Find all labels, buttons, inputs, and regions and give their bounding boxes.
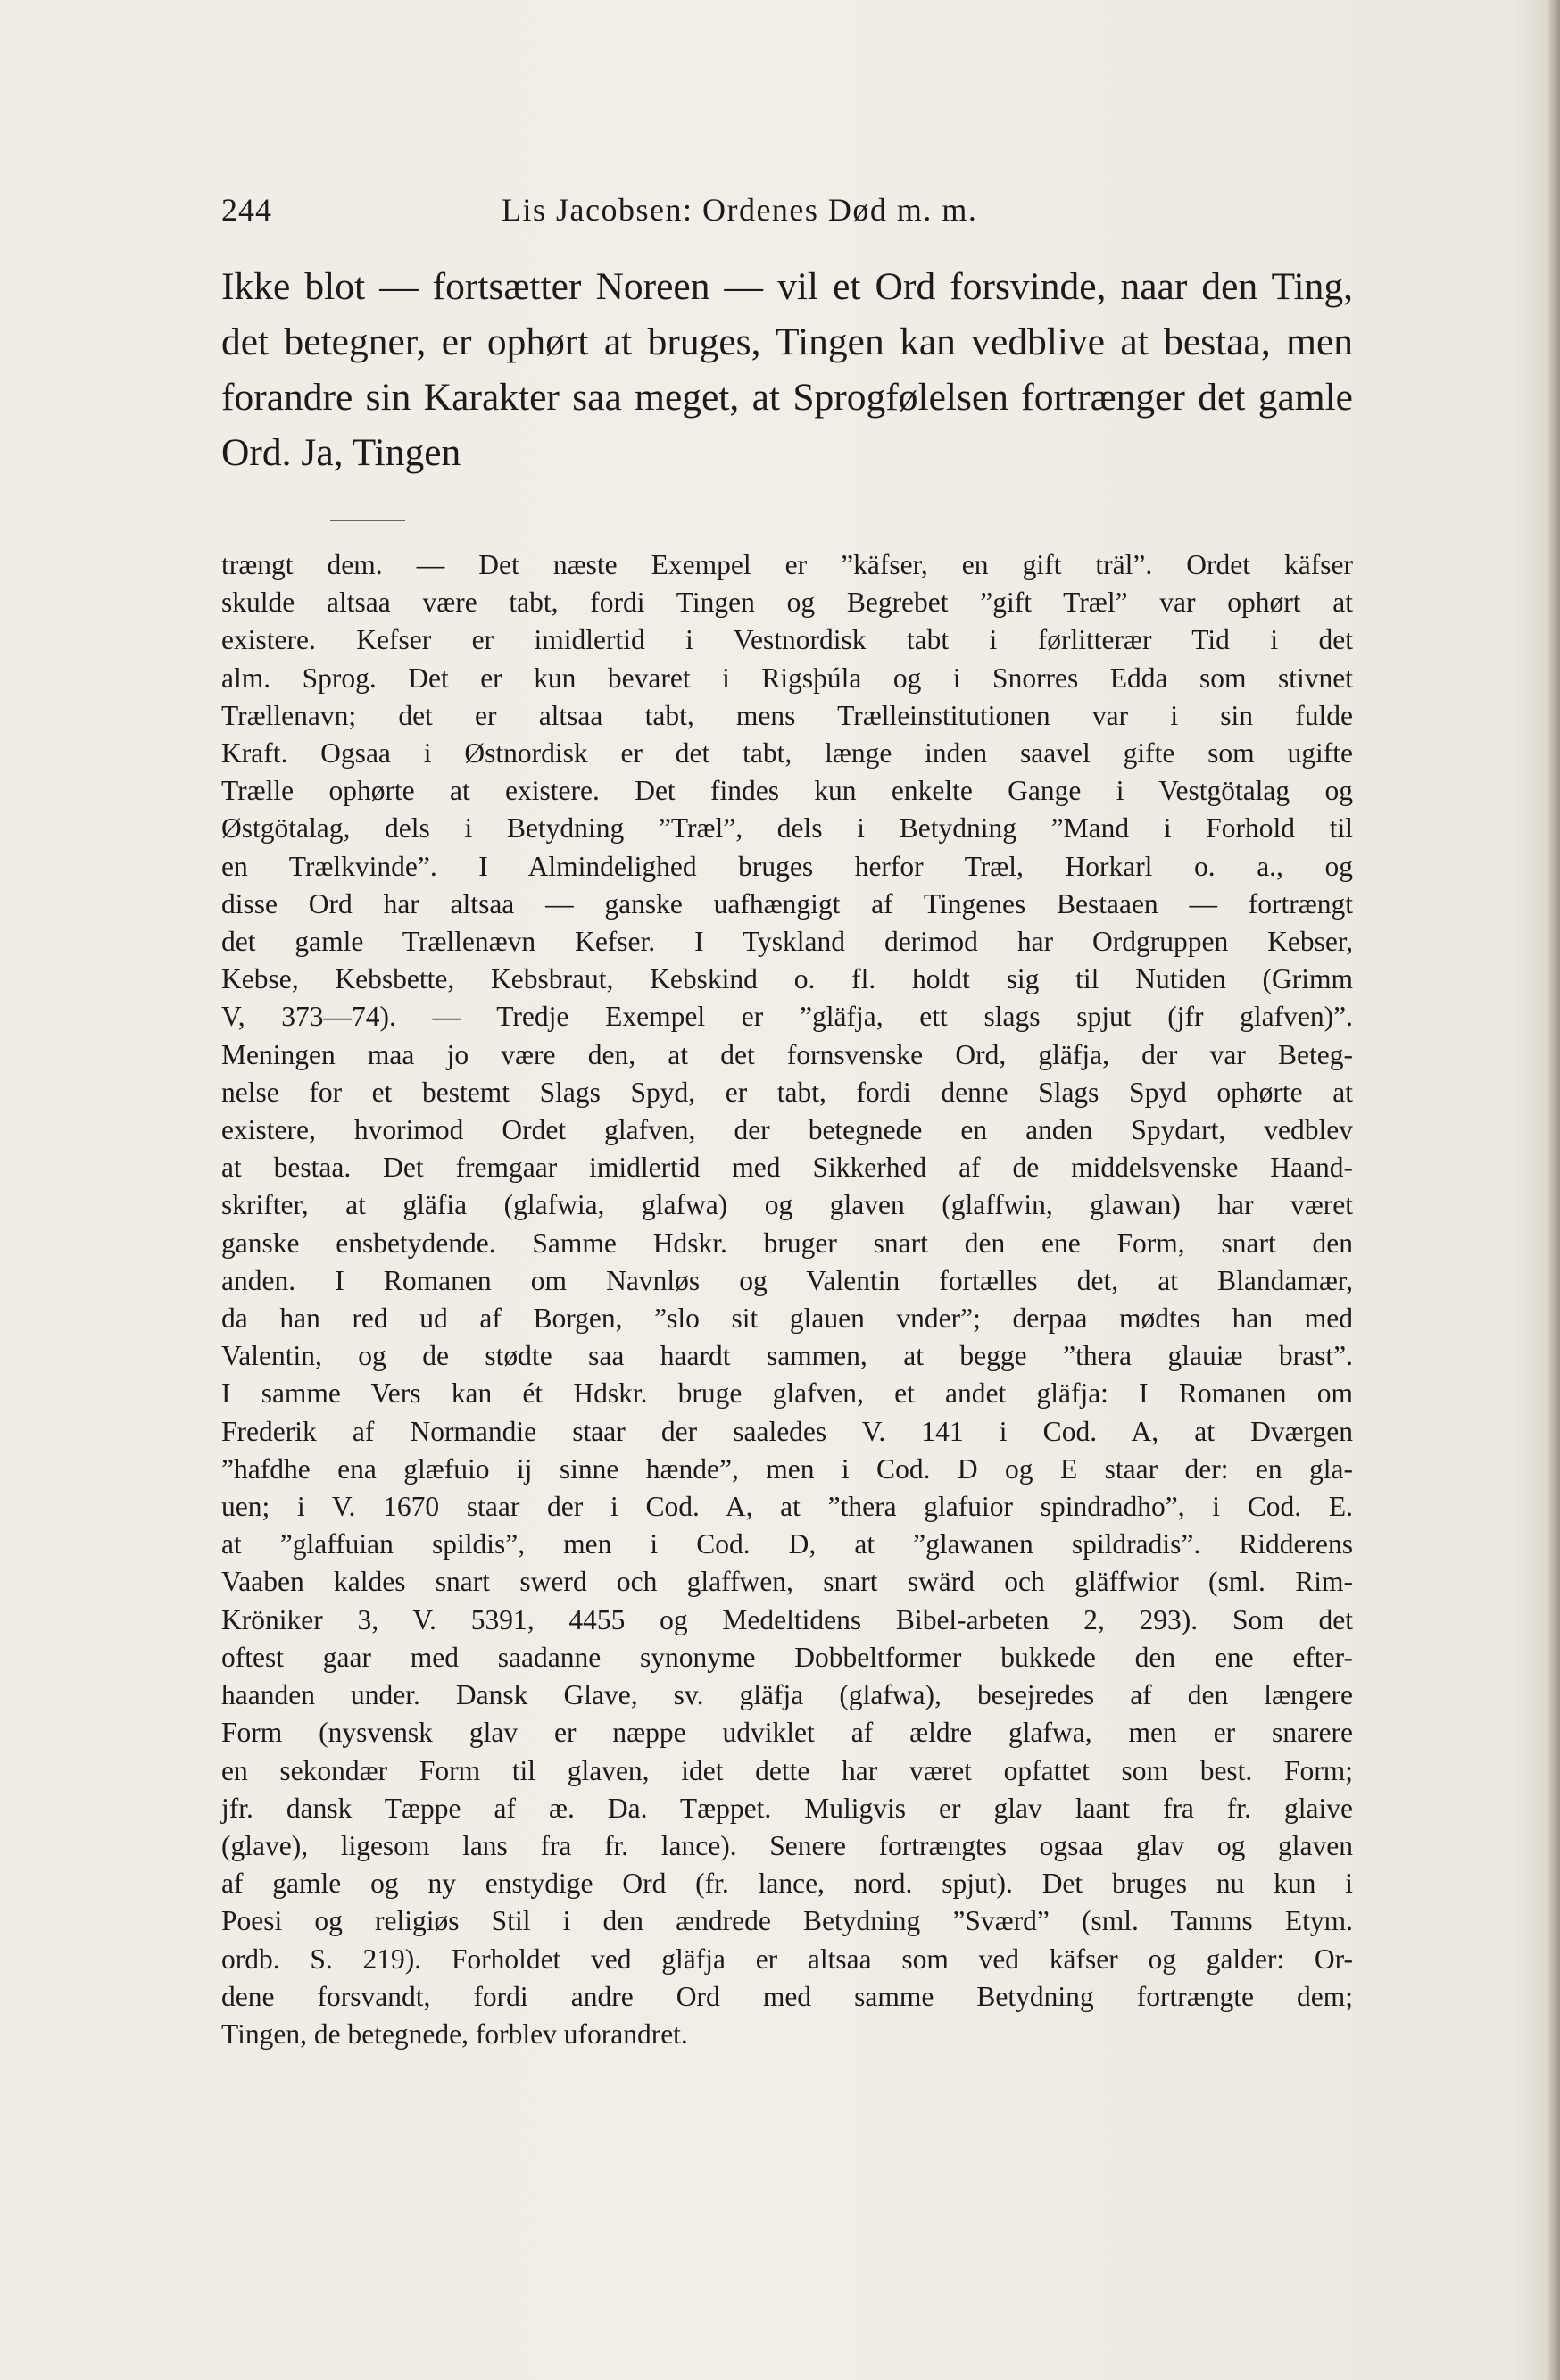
footnote-line: da han red ud af Borgen, ”slo sit glauen vnder”; derpaa mødtes han med [221, 1302, 1353, 1335]
footnote-line: dene forsvandt, fordi andre Ord med samme Betydning fortrængte dem; [221, 1980, 1353, 2012]
footnote-line: det gamle Trællenævn Kefser. I Tyskland derimod har Ordgruppen Kebser, [221, 926, 1353, 958]
footnote-line: uen; i V. 1670 staar der i Cod. A, at ”thera glafuior spindradho”, i Cod. E. [221, 1491, 1353, 1523]
footnote-line: ordb. S. 219). Forholdet ved gläfja er altsaa som ved käfser og galder: Or- [221, 1943, 1353, 1975]
footnote-line: V, 373—74). — Tredje Exempel er ”gläfja, ett slags spjut (jfr glafven)”. [221, 1001, 1353, 1033]
page-number: 244 [221, 192, 272, 228]
footnote-line: alm. Sprog. Det er kun bevaret i Rigsþúla og i Snorres Edda som stivnet [221, 662, 1353, 694]
footnote-line: Form (nysvensk glav er næppe udviklet af ældre glafwa, men er snarere [221, 1717, 1353, 1749]
footnote-line: Poesi og religiøs Stil i den ændrede Betydning ”Sværd” (sml. Tamms Etym. [221, 1905, 1353, 1937]
footnote-separator [330, 520, 405, 521]
footnote-line: Vaaben kaldes snart swerd och glaffwen, snart swärd och gläffwior (sml. Rim- [221, 1566, 1353, 1598]
footnote-line: af gamle og ny enstydige Ord (fr. lance, nord. spjut). Det bruges nu kun i [221, 1868, 1353, 1900]
footnote-line: Kraft. Ogsaa i Østnordisk er det tabt, længe inden saavel gifte som ugifte [221, 737, 1353, 770]
footnote-line: Frederik af Normandie staar der saaledes V. 141 i Cod. A, at Dværgen [221, 1415, 1353, 1447]
body-paragraph: Ikke blot — fortsætter Noreen — vil et Ord forsvinde, naar den Ting, det betegner, er ophørt at bruges, Tingen kan vedblive at bestaa, men forandre sin Karakter saa meget, at Sprogfølelsen fortrænger det gamle Ord. Ja, Tingen [221, 265, 1353, 474]
footnote-line: trængt dem. — Det næste Exempel er ”käfser, en gift träl”. Ordet käfser [221, 549, 1353, 580]
footnote-line: I samme Vers kan ét Hdskr. bruge glafven, et andet gläfja: I Romanen om [221, 1377, 1353, 1410]
running-title: Lis Jacobsen: Ordenes Død m. m. [502, 192, 978, 228]
footnote-line: haanden under. Dansk Glave, sv. gläfja (glafwa), besejredes af den længere [221, 1679, 1353, 1711]
footnote-line: en Trælkvinde”. I Almindelighed bruges herfor Træl, Horkarl o. a., og [221, 850, 1353, 882]
footnote-line: Trælle ophørte at existere. Det findes kun enkelte Gange i Vestgötalag og [221, 775, 1353, 807]
footnote-line: Kebse, Kebsbette, Kebsbraut, Kebskind o. fl. holdt sig til Nutiden (Grimm [221, 963, 1353, 995]
footnote-line: Kröniker 3, V. 5391, 4455 og Medeltidens Bibel-arbeten 2, 293). Som det [221, 1603, 1353, 1635]
footnote-line: skrifter, at gläfia (glafwia, glafwa) og glaven (glaffwin, glawan) har været [221, 1189, 1353, 1221]
running-header [221, 191, 1346, 236]
footnote-line: at bestaa. Det fremgaar imidlertid med Sikkerhed af de middelsvenske Haand- [221, 1152, 1353, 1184]
footnote-line: anden. I Romanen om Navnløs og Valentin fortælles det, at Blandamær, [221, 1264, 1353, 1296]
footnote-line: skulde altsaa være tabt, fordi Tingen og Begrebet ”gift Træl” var ophørt at [221, 587, 1353, 619]
footnote-line: nelse for et bestemt Slags Spyd, er tabt, fordi denne Slags Spyd ophørte at [221, 1076, 1353, 1108]
footnote-line: ganske ensbetydende. Samme Hdskr. bruger snart den ene Form, snart den [221, 1227, 1353, 1259]
footnote-line: (glave), ligesom lans fra fr. lance). Senere fortrængtes ogsaa glav og glaven [221, 1829, 1353, 1861]
footnote-line: Trællenavn; det er altsaa tabt, mens Trælleinstitutionen var i sin fulde [221, 699, 1353, 731]
footnote-line: disse Ord har altsaa — ganske uafhængigt af Tingenes Bestaaen — fortrængt [221, 887, 1353, 920]
footnote-line: Tingen, de betegnede, forblev uforandret. [221, 2018, 688, 2050]
footnote-line: jfr. dansk Tæppe af æ. Da. Tæppet. Muligvis er glav laant fra fr. glaive [221, 1792, 1353, 1824]
footnote-line: oftest gaar med saadanne synonyme Dobbeltformer bukkede den ene efter- [221, 1641, 1353, 1673]
footnote-line: Østgötalag, dels i Betydning ”Træl”, dels i Betydning ”Mand i Forhold til [221, 812, 1353, 845]
footnote-line: existere, hvorimod Ordet glafven, der betegnede en anden Spydart, vedblev [221, 1114, 1353, 1146]
footnote-line: at ”glaffuian spildis”, men i Cod. D, at ”glawanen spildradis”. Ridderens [221, 1528, 1353, 1560]
footnote-line: Meningen maa jo være den, at det fornsvenske Ord, gläfja, der var Beteg- [221, 1038, 1353, 1070]
footnote [221, 546, 1353, 2053]
footnote-line: Valentin, og de stødte saa haardt sammen, at begge ”thera glauiæ brast”. [221, 1340, 1353, 1372]
footnote-line: en sekondær Form til glaven, idet dette har været opfattet som best. Form; [221, 1754, 1353, 1786]
page-edge-shadow [1548, 0, 1560, 2380]
footnote-line: existere. Kefser er imidlertid i Vestnordisk tabt i førlitterær Tid i det [221, 624, 1353, 656]
footnote-line: ”hafdhe ena glæfuio ij sinne hænde”, men i Cod. D og E staar der: en gla- [221, 1452, 1353, 1485]
